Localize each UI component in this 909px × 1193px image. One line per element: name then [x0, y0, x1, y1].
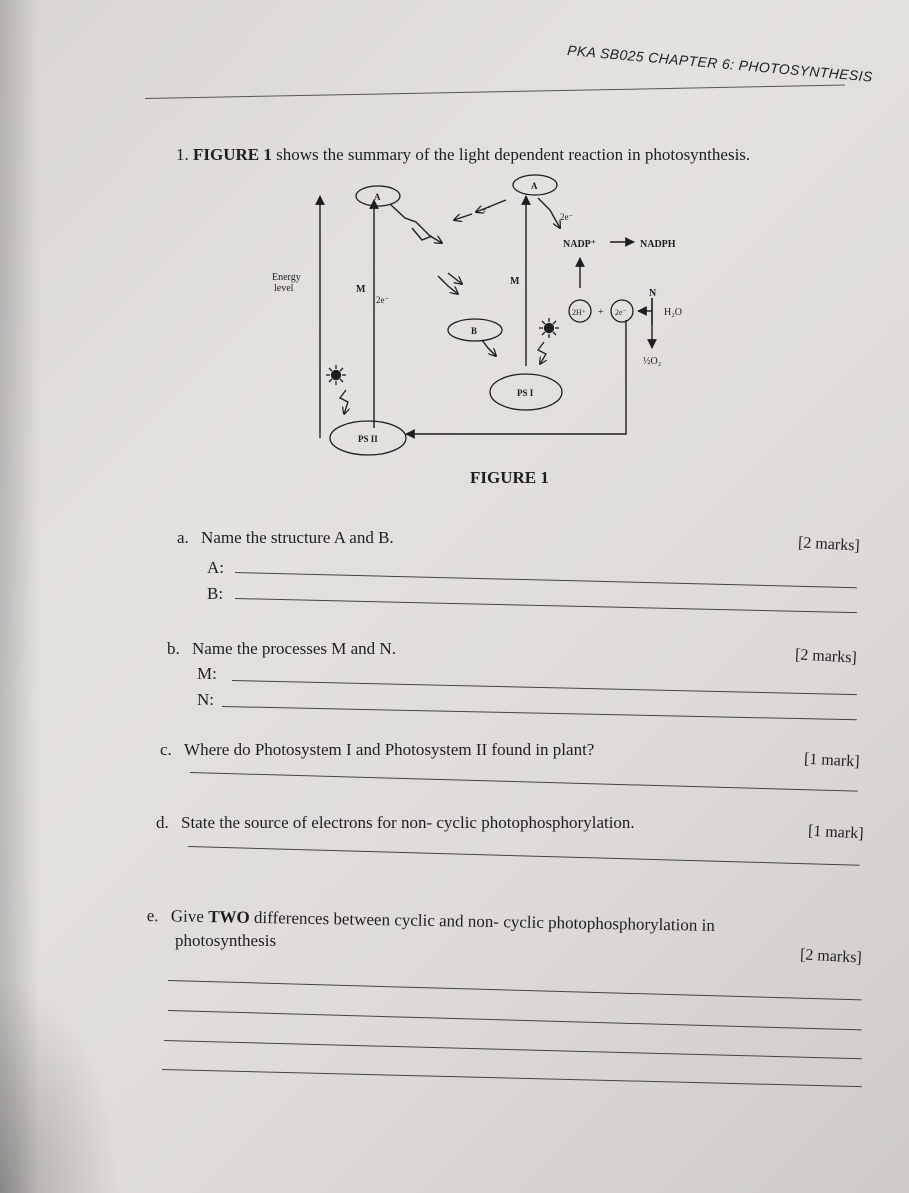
label-h2o: H₂O — [664, 307, 682, 318]
answer-line-B[interactable] — [235, 598, 857, 613]
label-e-minus: e⁻ — [483, 205, 491, 214]
label-2e-right: 2e⁻ — [560, 212, 574, 222]
answer-line-d[interactable] — [188, 846, 860, 866]
part-c-question — [160, 740, 594, 760]
label-A-right: A — [531, 181, 538, 191]
label-N: N — [649, 288, 657, 299]
part-b-question — [167, 639, 396, 659]
part-c-label: c. — [160, 740, 172, 759]
answer-line-e3[interactable] — [164, 1040, 862, 1059]
label-ps2: PS II — [358, 434, 378, 444]
part-e-text-line2: photosynthesis — [175, 931, 277, 950]
part-e-text-bold: TWO — [208, 907, 250, 927]
light-bolt-icon-ps2 — [340, 390, 348, 414]
question-1-intro — [176, 145, 750, 165]
light-sun-icon-ps1 — [539, 318, 559, 338]
part-a-text: Name the structure A and B. — [201, 528, 394, 547]
label-2e-circle: 2e⁻ — [615, 308, 627, 317]
part-a-answer-A-label: A: — [207, 558, 224, 577]
part-a-label: a. — [177, 528, 189, 547]
part-b-marks: [2 marks] — [794, 646, 858, 667]
light-bolt-icon-ps1 — [538, 342, 546, 364]
answer-line-A[interactable] — [235, 572, 857, 588]
part-d-question — [156, 813, 635, 833]
question-1-text: shows the summary of the light dependent reaction in photosynthesis. — [271, 145, 751, 164]
label-ps1: PS I — [517, 388, 534, 398]
light-sun-icon-ps2 — [326, 365, 346, 385]
question-number: 1. — [176, 145, 189, 164]
answer-line-N[interactable] — [222, 706, 857, 720]
answer-line-e1[interactable] — [168, 980, 862, 1000]
part-b-label: b. — [167, 639, 180, 658]
figure-reference: FIGURE 1 — [193, 145, 272, 164]
electron-return-path — [406, 320, 626, 434]
label-M-left: M — [356, 284, 366, 295]
part-a-marks: [2 marks] — [797, 534, 861, 555]
part-e-marks: [2 marks] — [799, 946, 863, 967]
page-header: PKA SB025 CHAPTER 6: PHOTOSYNTHESIS — [566, 42, 874, 85]
energy-label-line1: Energy — [272, 272, 301, 283]
answer-line-e4[interactable] — [162, 1069, 862, 1087]
label-half-o2: ½O₂ — [643, 356, 662, 367]
label-B: B — [471, 326, 478, 336]
part-b-text: Name the processes M and N. — [192, 639, 396, 658]
label-2e-left: 2e⁻ — [376, 295, 390, 305]
part-a-question — [177, 528, 394, 548]
part-d-marks: [1 mark] — [807, 822, 864, 843]
figure-caption: FIGURE 1 — [470, 468, 549, 487]
light-reaction-diagram — [270, 170, 730, 465]
part-e-label: e. — [146, 906, 159, 926]
page-shadow-corner — [0, 973, 120, 1193]
answer-line-e2[interactable] — [168, 1010, 862, 1030]
label-2h-plus: 2H⁺ — [572, 308, 586, 317]
part-a-answer-B-label: B: — [207, 584, 224, 603]
label-nadph: NADPH — [640, 239, 676, 250]
part-e-text-post: differences between cyclic and non- cyclic photophosphorylation in — [249, 907, 715, 935]
answer-line-M[interactable] — [232, 680, 857, 695]
energy-label-line2: level — [274, 283, 294, 294]
answer-line-c[interactable] — [190, 772, 858, 792]
header-rule — [145, 85, 845, 99]
part-c-text: Where do Photosystem I and Photosystem II found in plant? — [184, 740, 595, 759]
label-M-right: M — [510, 276, 520, 287]
transport-chain-segment — [390, 204, 430, 236]
label-nadp: NADP⁺ — [563, 239, 597, 250]
label-A-left: A — [374, 192, 381, 202]
part-c-marks: [1 mark] — [803, 750, 860, 771]
part-d-label: d. — [156, 813, 169, 832]
part-b-answer-N-label: N: — [197, 690, 214, 709]
part-e-text-pre: Give — [170, 906, 209, 927]
label-plus: + — [598, 307, 604, 318]
part-b-answer-M-label: M: — [197, 664, 217, 683]
part-d-text: State the source of electrons for non- cyclic photophosphorylation. — [181, 813, 635, 832]
